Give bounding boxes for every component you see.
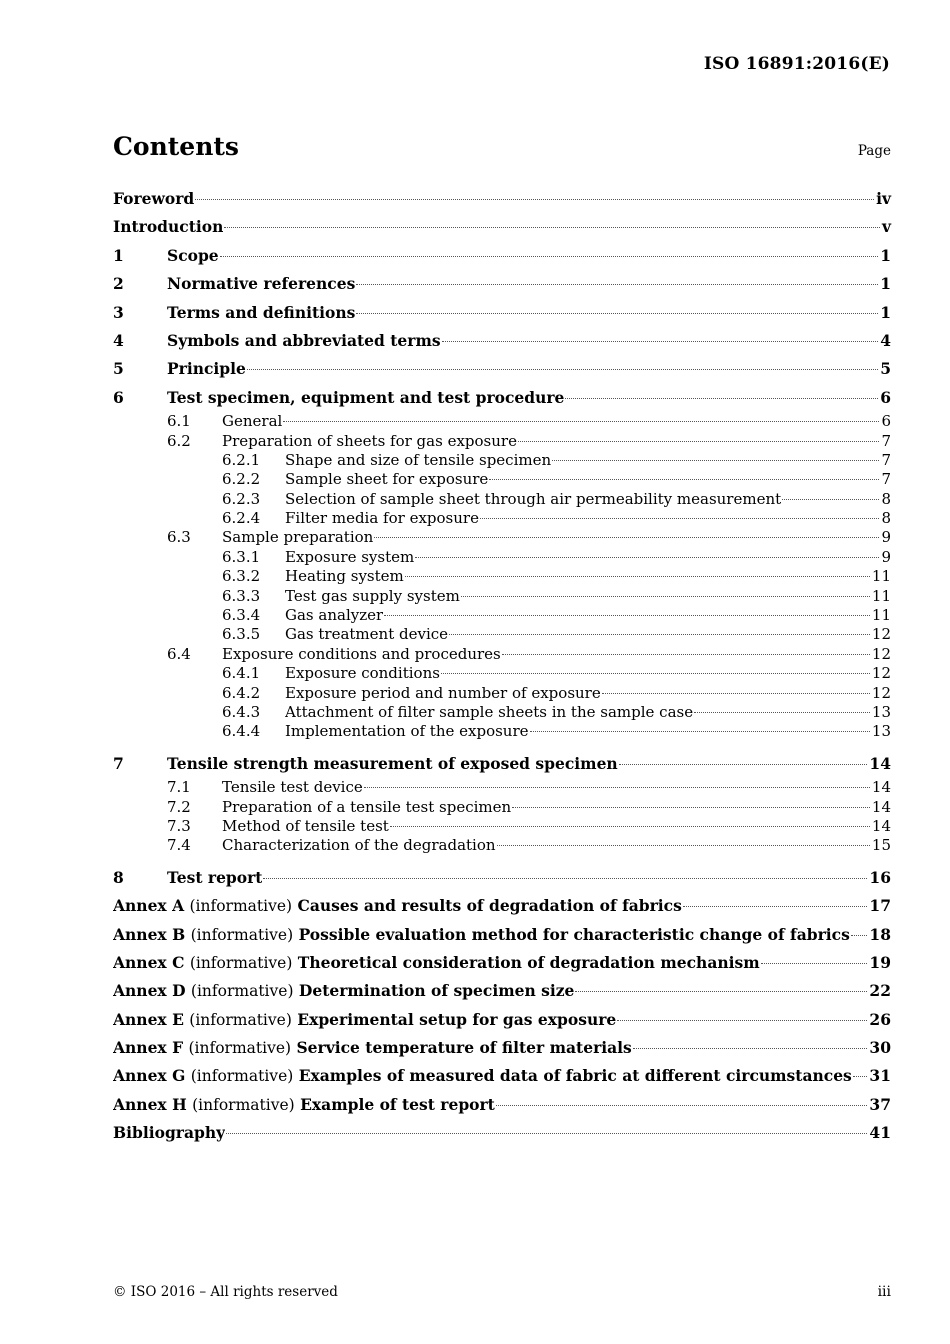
dot-leader — [617, 1020, 867, 1021]
toc-entry-title: Test report — [167, 867, 263, 887]
toc-entry-number: 1 — [113, 245, 124, 265]
dot-leader — [851, 935, 868, 936]
toc-entry-text — [285, 567, 404, 586]
toc-entry[interactable] — [113, 1062, 891, 1090]
toc-page-number: 26 — [869, 1009, 891, 1029]
toc-entry-title: Attachment of filter sample sheets in the sample case — [285, 702, 694, 721]
toc-entry-title: Tensile test device — [222, 778, 363, 797]
toc-page-number: 14 — [871, 797, 891, 816]
annex-letter: Annex C — [113, 952, 185, 972]
toc-entry-text — [167, 864, 262, 892]
toc-entry-label — [285, 684, 891, 703]
contents-heading-row — [113, 132, 891, 161]
toc-page-number: 9 — [881, 528, 891, 547]
toc-entry-text — [167, 384, 564, 412]
dot-leader — [195, 199, 874, 200]
toc-entry-label — [113, 213, 891, 241]
toc-entry-text — [113, 977, 574, 1005]
toc-entry-number: 6.2.1 — [222, 450, 261, 469]
toc-entry-number: 6.2.2 — [222, 470, 261, 489]
toc-entry[interactable] — [113, 548, 891, 567]
toc-entry-number: 7.4 — [167, 836, 191, 855]
toc-entry-label — [113, 977, 891, 1005]
toc-entry[interactable] — [113, 213, 891, 241]
toc-page-number: 41 — [869, 1123, 891, 1143]
toc-page-number: 37 — [869, 1094, 891, 1114]
toc-page-number: 9 — [881, 547, 891, 566]
toc-entry-number: 6.3.5 — [222, 625, 261, 644]
toc-entry[interactable] — [113, 864, 891, 892]
annex-letter: Annex A — [113, 896, 185, 916]
toc-entry-title: Implementation of the exposure — [285, 722, 529, 741]
toc-entry-number: 6.3.4 — [222, 606, 261, 625]
annex-type: (informative) — [188, 1039, 292, 1058]
toc-entry-label — [113, 1091, 891, 1119]
toc-page-number: 5 — [880, 359, 891, 379]
toc-page-number: 12 — [871, 625, 891, 644]
toc-entry[interactable] — [113, 949, 891, 977]
dot-leader — [449, 634, 870, 635]
toc-entry-title: Selection of sample sheet through air permeability measurement — [285, 489, 782, 508]
toc-entry-number: 7 — [113, 753, 124, 773]
toc-entry-text — [285, 684, 601, 703]
toc-entry-label — [285, 451, 891, 470]
dot-leader — [530, 731, 870, 732]
toc-entry-title: Principle — [167, 359, 246, 379]
toc-page-number: 22 — [869, 981, 891, 1001]
toc-page-number: 19 — [869, 952, 891, 972]
toc-entry-number: 6.3.1 — [222, 547, 261, 566]
toc-entry-text — [113, 185, 194, 213]
dot-leader — [356, 313, 878, 314]
toc-entry-label — [167, 750, 891, 778]
toc-page-number: 7 — [881, 470, 891, 489]
toc-entry-text — [222, 528, 373, 547]
toc-entry-title: Normative references — [167, 274, 356, 294]
toc-entry-title: Exposure system — [285, 547, 415, 566]
page-footer — [113, 1284, 891, 1300]
toc-entry-number: 4 — [113, 330, 124, 350]
toc-entry-text — [285, 470, 488, 489]
toc-entry-text — [167, 750, 618, 778]
toc-entry[interactable] — [113, 817, 891, 836]
dot-leader — [853, 1076, 868, 1077]
toc-entry-label — [222, 412, 891, 431]
toc-page-number: 15 — [871, 836, 891, 855]
toc-entry-title: Gas analyzer — [285, 606, 384, 625]
toc-entry-title: Characterization of the degradation — [222, 836, 496, 855]
toc-entry[interactable] — [113, 977, 891, 1005]
toc-entry-title: Symbols and abbreviated terms — [167, 330, 441, 350]
toc-entry[interactable] — [113, 432, 891, 451]
toc-page-number: 13 — [871, 722, 891, 741]
toc-entry-label — [222, 836, 891, 855]
toc-entry-label — [113, 1034, 891, 1062]
dot-leader — [415, 557, 879, 558]
toc-entry-title: Preparation of sheets for gas exposure — [222, 431, 517, 450]
annex-letter: Annex E — [113, 1009, 184, 1029]
toc-entry-number: 6.2 — [167, 431, 191, 450]
dot-leader — [390, 826, 870, 827]
toc-entry-label — [167, 384, 891, 412]
toc-entry[interactable] — [113, 587, 891, 606]
toc-entry[interactable] — [113, 528, 891, 547]
annex-letter: Annex G — [113, 1066, 186, 1086]
dot-leader — [283, 421, 879, 422]
toc-entry[interactable] — [113, 1091, 891, 1119]
toc-entry[interactable] — [113, 645, 891, 664]
toc-entry-text — [222, 412, 282, 431]
toc-entry-text — [285, 490, 781, 509]
toc-entry-label — [222, 778, 891, 797]
dot-leader — [552, 460, 879, 461]
toc-entry-text — [167, 270, 355, 298]
dot-leader — [694, 712, 870, 713]
toc-entry-text — [113, 1034, 632, 1062]
toc-entry-text — [285, 722, 529, 741]
toc-entry-label — [285, 703, 891, 722]
toc-entry[interactable] — [113, 1034, 891, 1062]
toc-entry-title: Foreword — [113, 189, 195, 208]
toc-page-number: 14 — [871, 778, 891, 797]
toc-entry[interactable] — [113, 451, 891, 470]
dot-leader — [497, 845, 870, 846]
toc-entry-label — [167, 355, 891, 383]
toc-entry-label — [113, 1119, 891, 1147]
document-id: ISO 16891:2016(E) — [703, 54, 890, 74]
toc-entry[interactable] — [113, 836, 891, 855]
toc-entry-title: Heating system — [285, 567, 404, 586]
toc-entry-number: 6.3 — [167, 528, 191, 547]
toc-page-number: iv — [876, 189, 891, 208]
dot-leader — [512, 807, 870, 808]
toc-entry-number: 8 — [113, 867, 124, 887]
dot-leader — [263, 878, 867, 879]
dot-leader — [384, 615, 870, 616]
toc-page-number: 8 — [881, 489, 891, 508]
toc-page-number: 16 — [869, 867, 891, 887]
toc-entry-label — [222, 817, 891, 836]
annex-type: (informative) — [190, 982, 294, 1001]
toc-entry[interactable] — [113, 625, 891, 644]
toc-entry[interactable] — [113, 412, 891, 431]
annex-title: Determination of specimen size — [298, 981, 575, 1001]
toc-entry-text — [113, 213, 223, 241]
toc-entry-text — [285, 606, 383, 625]
toc-entry[interactable] — [113, 606, 891, 625]
toc-entry-number: 2 — [113, 274, 124, 294]
toc-entry-text — [222, 836, 496, 855]
toc-entry-text — [285, 625, 448, 644]
toc-entry-text — [113, 1091, 495, 1119]
toc-entry[interactable] — [113, 355, 891, 383]
toc-entry-label — [285, 587, 891, 606]
toc-entry-label — [285, 606, 891, 625]
toc-entry-title: Tensile strength measurement of exposed specimen — [167, 753, 618, 773]
toc-entry-number: 6.4.4 — [222, 722, 261, 741]
toc-entry-label — [167, 299, 891, 327]
toc-page-number: 6 — [880, 387, 891, 407]
toc-page-number: 6 — [881, 412, 891, 431]
toc-entry-label — [285, 567, 891, 586]
toc-entry-title: Terms and definitions — [167, 302, 356, 322]
toc-entry-number: 6.4.1 — [222, 664, 261, 683]
toc-entry-text — [222, 778, 363, 797]
dot-leader — [220, 256, 879, 257]
toc-entry-number: 6.3.3 — [222, 586, 261, 605]
dot-leader — [496, 1105, 868, 1106]
toc-entry-text — [167, 242, 219, 270]
annex-type: (informative) — [190, 1067, 294, 1086]
dot-leader — [364, 787, 870, 788]
toc-entry-label — [222, 528, 891, 547]
dot-leader — [374, 537, 879, 538]
toc-entry-label — [113, 892, 891, 920]
toc-entry-text — [285, 703, 693, 722]
toc-entry-label — [113, 1062, 891, 1090]
toc-entry-number: 6.3.2 — [222, 567, 261, 586]
toc-entry-title: Bibliography — [113, 1123, 226, 1143]
toc-entry-number: 7.1 — [167, 778, 191, 797]
toc-entry[interactable] — [113, 1006, 891, 1034]
toc-page-number: 4 — [880, 330, 891, 350]
copyright-notice: © ISO 2016 – All rights reserved — [113, 1284, 338, 1300]
dot-leader — [565, 398, 878, 399]
toc-entry-title: Exposure conditions and procedures — [222, 644, 501, 663]
toc-entry-text — [222, 817, 389, 836]
toc-entry[interactable] — [113, 327, 891, 355]
toc-entry-number: 6.1 — [167, 412, 191, 431]
toc-page-number: v — [881, 217, 891, 237]
toc-entry-text — [113, 1006, 616, 1034]
table-of-contents — [113, 185, 891, 1148]
toc-entry-text — [222, 645, 501, 664]
toc-entry-label — [285, 470, 891, 489]
toc-entry-text — [285, 587, 460, 606]
toc-page-number: 1 — [880, 274, 891, 294]
annex-letter: Annex H — [113, 1094, 187, 1114]
dot-leader — [224, 227, 880, 228]
toc-page-number: 7 — [881, 450, 891, 469]
dot-leader — [518, 441, 880, 442]
toc-entry[interactable] — [113, 750, 891, 778]
dot-leader — [226, 1133, 867, 1134]
toc-entry-label — [113, 185, 891, 213]
toc-entry-label — [113, 949, 891, 977]
annex-title: Causes and results of degradation of fabrics — [297, 896, 682, 916]
toc-entry-label — [113, 1006, 891, 1034]
dot-leader — [356, 284, 878, 285]
toc-entry-title: Shape and size of tensile specimen — [285, 450, 552, 469]
annex-type: (informative) — [190, 925, 294, 944]
toc-entry-title: Exposure conditions — [285, 664, 440, 683]
annex-letter: Annex F — [113, 1038, 184, 1058]
toc-entry[interactable] — [113, 703, 891, 722]
dot-leader — [633, 1048, 868, 1049]
toc-entry-text — [113, 1119, 225, 1147]
toc-entry-text — [167, 355, 246, 383]
toc-entry-title: Gas treatment device — [285, 625, 449, 644]
toc-entry-title: Test specimen, equipment and test procedure — [167, 387, 565, 407]
toc-entry-title: Test gas supply system — [285, 586, 460, 605]
annex-type: (informative) — [189, 897, 293, 916]
toc-entry-text — [285, 548, 414, 567]
toc-entry-text — [167, 299, 355, 327]
toc-entry[interactable] — [113, 778, 891, 797]
toc-entry[interactable] — [113, 490, 891, 509]
toc-entry-label — [285, 722, 891, 741]
toc-entry[interactable] — [113, 384, 891, 412]
dot-leader — [761, 963, 868, 964]
toc-entry-label — [113, 921, 891, 949]
toc-entry-number: 6.2.3 — [222, 489, 261, 508]
toc-entry[interactable] — [113, 299, 891, 327]
page-title: Contents — [113, 132, 240, 161]
toc-page-number: 12 — [871, 664, 891, 683]
toc-entry-text — [285, 451, 551, 470]
toc-entry-title: General — [222, 412, 283, 431]
toc-entry[interactable] — [113, 892, 891, 920]
toc-entry-label — [285, 625, 891, 644]
toc-entry-title: Scope — [167, 245, 219, 265]
toc-page-number: 11 — [871, 567, 891, 586]
toc-page-number: 8 — [881, 509, 891, 528]
toc-entry-label — [167, 327, 891, 355]
dot-leader — [441, 673, 870, 674]
toc-entry-text — [222, 432, 517, 451]
annex-letter: Annex B — [113, 924, 186, 944]
toc-entry-label — [285, 509, 891, 528]
toc-entry-text — [113, 892, 682, 920]
toc-entry-number: 6 — [113, 387, 124, 407]
dot-leader — [782, 499, 879, 500]
toc-entry-text — [285, 509, 479, 528]
toc-page-number: 12 — [871, 644, 891, 663]
toc-page-number: 1 — [880, 302, 891, 322]
dot-leader — [602, 693, 870, 694]
toc-entry[interactable] — [113, 242, 891, 270]
toc-entry-label — [167, 242, 891, 270]
annex-title: Possible evaluation method for characteristic change of fabrics — [298, 924, 850, 944]
toc-entry-text — [222, 798, 511, 817]
toc-entry[interactable] — [113, 185, 891, 213]
page-column-label: Page — [857, 143, 891, 159]
toc-entry-title: Sample sheet for exposure — [285, 470, 489, 489]
dot-leader — [480, 518, 880, 519]
annex-title: Theoretical consideration of degradation mechanism — [297, 952, 760, 972]
annex-title: Example of test report — [300, 1094, 495, 1114]
toc-page-number: 7 — [881, 431, 891, 450]
toc-entry-label — [167, 864, 891, 892]
toc-page-number: 13 — [871, 702, 891, 721]
toc-entry[interactable] — [113, 798, 891, 817]
toc-entry-number: 6.4 — [167, 644, 191, 663]
toc-entry[interactable] — [113, 684, 891, 703]
toc-entry[interactable] — [113, 921, 891, 949]
toc-entry[interactable] — [113, 1119, 891, 1147]
toc-entry-number: 6.4.2 — [222, 683, 261, 702]
dot-leader — [247, 369, 878, 370]
dot-leader — [405, 576, 870, 577]
toc-entry-number: 6.2.4 — [222, 509, 261, 528]
dot-leader — [461, 596, 870, 597]
toc-entry-number: 7.2 — [167, 797, 191, 816]
toc-page-number: 14 — [869, 753, 891, 773]
annex-title: Examples of measured data of fabric at different circumstances — [298, 1066, 852, 1086]
annex-type: (informative) — [189, 953, 293, 972]
toc-entry[interactable] — [113, 664, 891, 683]
toc-page-number: 17 — [869, 896, 891, 916]
toc-page-number: 14 — [871, 816, 891, 835]
toc-entry-text — [113, 921, 850, 949]
toc-page-number: 12 — [871, 683, 891, 702]
toc-entry[interactable] — [113, 270, 891, 298]
annex-title: Experimental setup for gas exposure — [297, 1009, 617, 1029]
toc-entry-label — [167, 270, 891, 298]
toc-entry-label — [222, 798, 891, 817]
toc-page-number: 31 — [869, 1066, 891, 1086]
toc-entry-label — [222, 645, 891, 664]
toc-entry-number: 7.3 — [167, 816, 191, 835]
toc-entry-text — [113, 1062, 852, 1090]
toc-entry[interactable] — [113, 567, 891, 586]
toc-page-number: 30 — [869, 1038, 891, 1058]
toc-entry-title: Method of tensile test — [222, 816, 389, 835]
dot-leader — [619, 764, 868, 765]
toc-entry-title: Introduction — [113, 217, 224, 237]
annex-letter: Annex D — [113, 981, 186, 1001]
toc-entry-label — [222, 432, 891, 451]
annex-type: (informative) — [192, 1095, 295, 1114]
toc-entry[interactable] — [113, 470, 891, 489]
dot-leader — [502, 654, 870, 655]
dot-leader — [575, 991, 867, 992]
toc-page-number: 18 — [869, 924, 891, 944]
toc-page-number: 11 — [871, 586, 891, 605]
annex-type: (informative) — [189, 1010, 292, 1029]
toc-entry-text — [167, 327, 441, 355]
toc-entry-number: 5 — [113, 359, 124, 379]
dot-leader — [683, 906, 868, 907]
toc-entry-label — [285, 548, 891, 567]
toc-entry-title: Preparation of a tensile test specimen — [222, 797, 512, 816]
toc-entry-number: 3 — [113, 302, 124, 322]
toc-entry-text — [113, 949, 760, 977]
toc-entry-title: Sample preparation — [222, 528, 374, 547]
page-number: iii — [877, 1284, 891, 1300]
toc-entry-label — [285, 664, 891, 683]
toc-entry[interactable] — [113, 509, 891, 528]
toc-entry[interactable] — [113, 722, 891, 741]
toc-entry-text — [285, 664, 440, 683]
toc-entry-number: 6.4.3 — [222, 702, 261, 721]
toc-entry-title: Exposure period and number of exposure — [285, 683, 601, 702]
dot-leader — [489, 479, 879, 480]
toc-entry-title: Filter media for exposure — [285, 509, 479, 528]
toc-page-number: 11 — [871, 606, 891, 625]
annex-title: Service temperature of filter materials — [296, 1038, 632, 1058]
toc-entry-label — [285, 490, 891, 509]
dot-leader — [442, 341, 879, 342]
toc-page-number: 1 — [880, 245, 891, 265]
